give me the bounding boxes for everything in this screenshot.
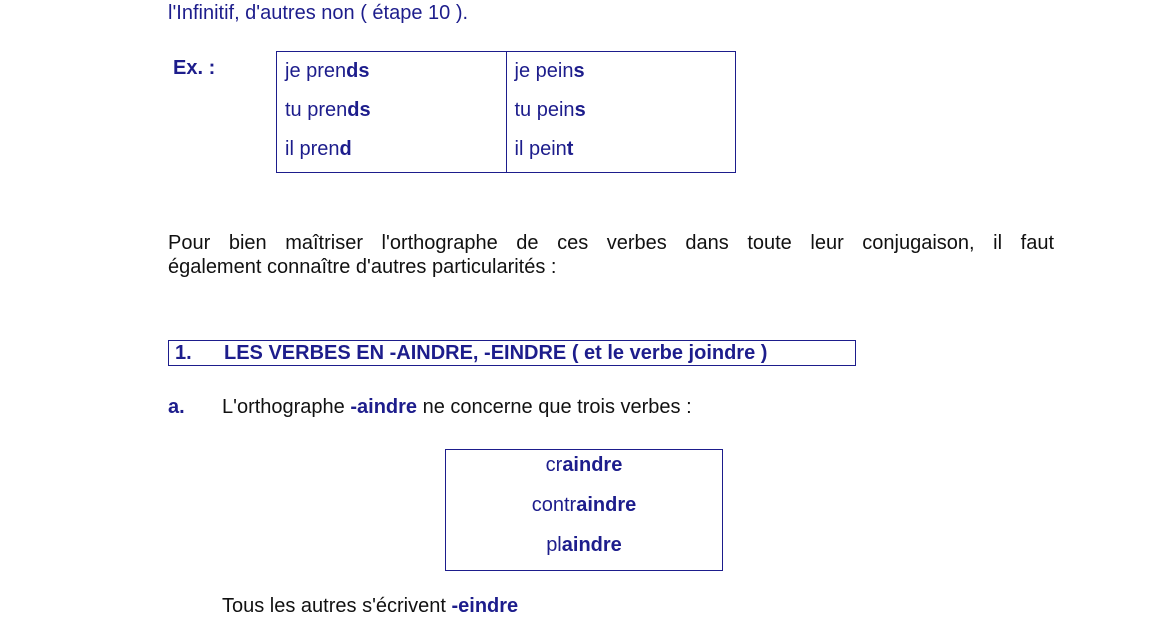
verb-prefix: contr [531,494,577,516]
paragraph-line-1: Pour bien maîtriser l'orthographe de ces verbes dans toute leur conjugaison, il faut [168,232,1054,254]
text-segment: Tous les autres s'écrivent [222,595,452,617]
conjugation-cell [285,134,506,173]
verb-stem: tu pren [285,99,348,121]
conjugation-table [276,51,736,173]
text-segment: ne concerne que trois verbes : [417,396,692,418]
conjugation-cell [285,56,506,95]
conjugation-cell [515,56,736,95]
verb-stem: il pren [285,138,340,160]
conjugation-cell [515,134,736,173]
intro-line: l'Infinitif, d'autres non ( étape 10 ). [168,2,469,24]
highlighted-ending: -aindre [350,396,418,418]
highlighted-ending: -eindre [451,595,519,617]
verb-prefix: cr [545,454,563,476]
section-title: LES VERBES EN -AINDRE, -EINDRE ( et le verbe joindre ) [224,342,768,364]
section-number: 1. [175,342,192,364]
verb-stem: il pein [514,138,567,160]
verb-ending: ds [346,60,370,82]
verb-item [446,492,722,532]
verb-ending: aindre [576,494,637,516]
verb-ending: d [339,138,352,160]
verb-ending: ds [347,99,371,121]
verb-item [446,452,722,492]
section-heading [168,340,856,366]
verb-prefix: pl [546,534,562,556]
verb-ending: aindre [561,534,622,556]
conjugation-cell [285,95,506,134]
text-segment: L'orthographe [222,396,351,418]
body-paragraph [168,231,1054,279]
conjugation-column-peindre [506,52,736,172]
example-label: Ex. : [173,57,216,79]
list-item-text [222,395,692,419]
conjugation-column-prendre [277,52,506,172]
paragraph-line-2: également connaître d'autres particularités : [168,256,557,278]
verb-ending: aindre [562,454,623,476]
verb-ending: s [573,60,585,82]
verb-stem: tu pein [514,99,575,121]
verb-stem: je pein [514,60,574,82]
verb-item [446,532,722,572]
conjugation-cell [515,95,736,134]
verb-stem: je pren [285,60,347,82]
verb-list-box [445,449,723,571]
verb-ending: t [566,138,574,160]
bottom-line [222,594,518,618]
verb-ending: s [574,99,586,121]
list-marker: a. [168,396,185,418]
